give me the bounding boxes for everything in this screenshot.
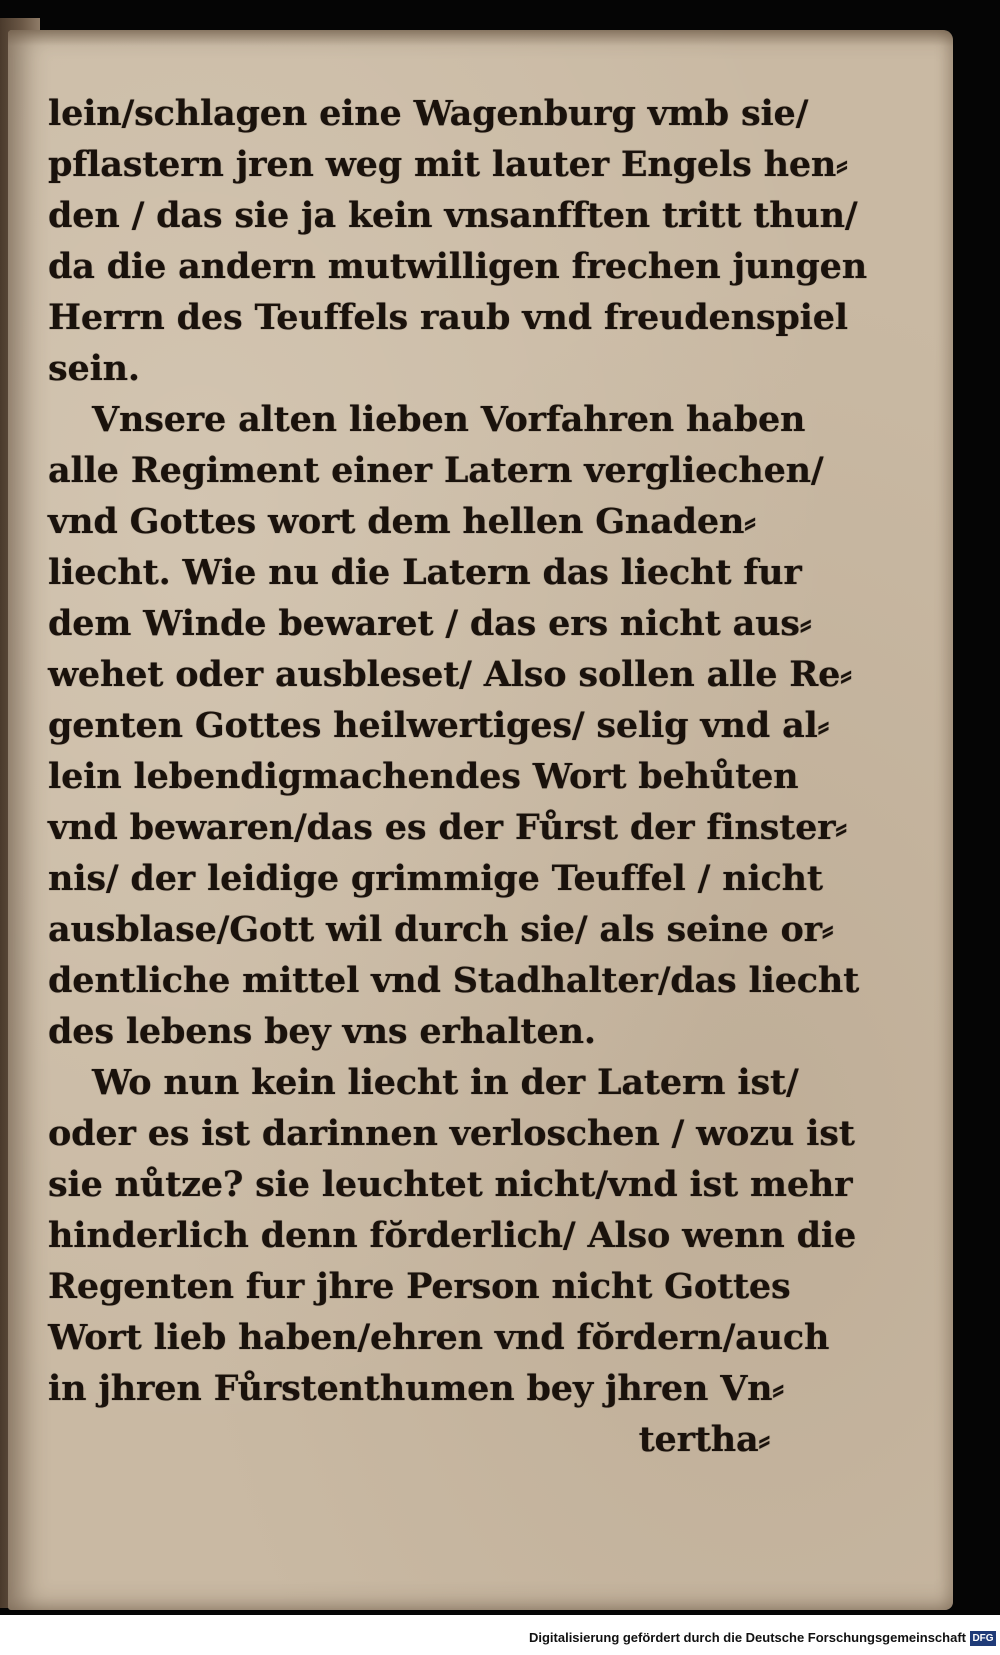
page-text-block	[48, 88, 867, 1465]
text-line: Wort lieb haben/ehren vnd fŏrdern/auch	[48, 1317, 830, 1358]
text-line: dem Winde bewaret / das ers nicht aus⸗	[48, 603, 812, 644]
catchword: tertha⸗	[638, 1419, 770, 1460]
text-line: genten Gottes heilwertiges/ selig vnd al⸗	[48, 705, 830, 746]
paragraph-start-line: Wo nun kein liecht in der Latern ist/	[92, 1062, 799, 1103]
text-line: des lebens bey vns erhalten.	[48, 1011, 596, 1052]
paragraph-start-line: Vnsere alten lieben Vorfahren haben	[92, 399, 806, 440]
dfg-logo-icon: DFG	[970, 1631, 996, 1646]
funding-credit: Digitalisierung gefördert durch die Deutsche Forschungsgemeinschaft	[528, 1630, 966, 1645]
text-line: sein.	[48, 348, 140, 389]
text-line: lein/schlagen eine Wagenburg vmb sie/	[48, 93, 809, 134]
text-line: nis/ der leidige grimmige Teuffel / nicht	[48, 858, 823, 899]
text-line: oder es ist darinnen verloschen / wozu ist	[48, 1113, 855, 1154]
text-line: Herrn des Teuffels raub vnd freudenspiel	[48, 297, 848, 338]
text-line: vnd Gottes wort dem hellen Gnaden⸗	[48, 501, 756, 542]
text-line: den / das sie ja kein vnsanfften tritt thun/	[48, 195, 858, 236]
text-line: liecht. Wie nu die Latern das liecht fur	[48, 552, 802, 593]
text-line: alle Regiment einer Latern vergliechen/	[48, 450, 824, 491]
page-edge	[8, 30, 953, 46]
text-line: pflastern jren weg mit lauter Engels hen⸗	[48, 144, 848, 185]
text-line: in jhren Fůrstenthumen bey jhren Vn⸗	[48, 1368, 784, 1409]
text-line: da die andern mutwilligen frechen jungen	[48, 246, 867, 287]
book-page	[8, 30, 953, 1610]
text-line: dentliche mittel vnd Stadhalter/das liecht	[48, 960, 860, 1001]
text-line: Regenten fur jhre Person nicht Gottes	[48, 1266, 791, 1307]
text-line: sie nůtze? sie leuchtet nicht/vnd ist mehr	[48, 1164, 853, 1205]
text-line: lein lebendigmachendes Wort behůten	[48, 756, 799, 797]
digitization-footer	[0, 1615, 1000, 1655]
text-line: ausblase/Gott wil durch sie/ als seine or⸗	[48, 909, 834, 950]
text-line: wehet oder ausbleset/ Also sollen alle Re⸗	[48, 654, 852, 695]
text-line: vnd bewaren/das es der Fůrst der finster⸗	[48, 807, 847, 848]
text-line: hinderlich denn fŏrderlich/ Also wenn die	[48, 1215, 857, 1256]
